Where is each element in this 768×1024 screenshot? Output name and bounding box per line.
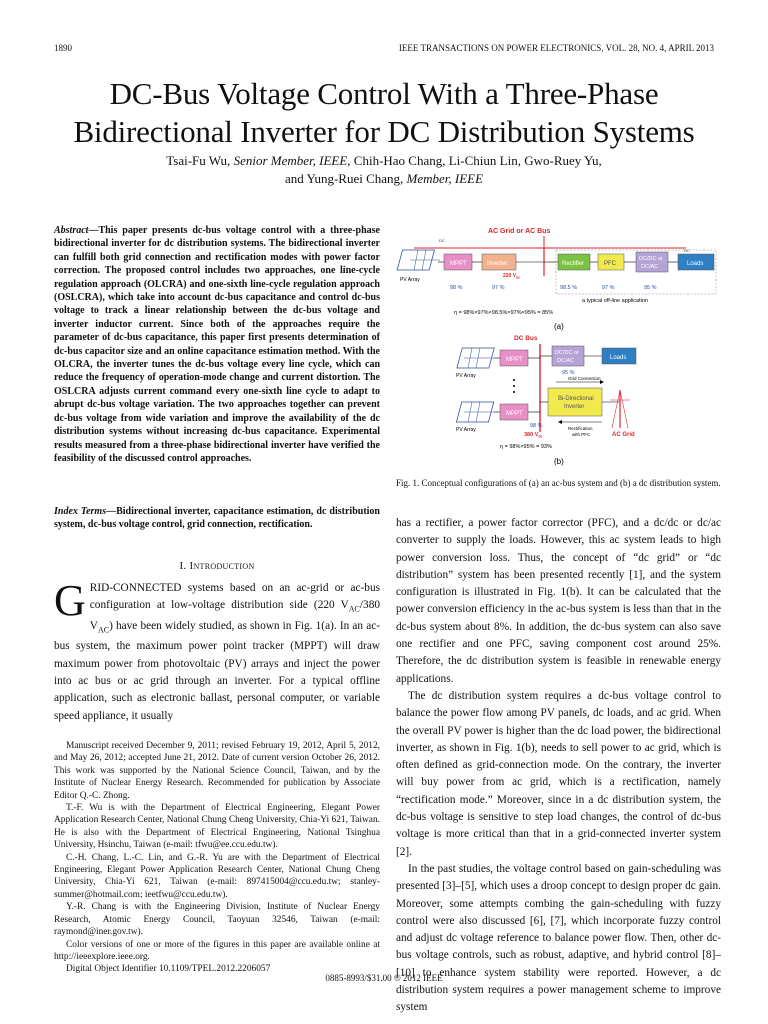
title-line-2: Bidirectional Inverter for DC Distribution Systems: [73, 114, 695, 149]
author-last-role: Member, IEEE: [406, 171, 484, 186]
paragraph-1: has a rectifier, a power factor corrector (PFC), and a dc/dc or dc/ac converter to supply the loads. However, this ac system leads to high power conversion loss. Thus, the concept of “dc grid” or “dc distribution” system has been presented recently [1], and the system configuration is illustrated in Fig. 1(b). It can be calculated that the power conversion efficiency in the ac-bus system is less than that in the dc-bus system about 8%. In addition, the dc-bus system can also save one rectifier and one PFC, saving component cost around 25%. Therefore, the dc distribution system is feasible in renewable energy applications.: [396, 517, 721, 685]
paragraph-2: The dc distribution system requires a dc-bus voltage control to balance the power flow among PV panels, dc loads, and ac grid. When the overall PV power is higher than the dc load power, the bidirectional inverter, as shown in Fig. 1(b), needs to sell power to ac grid, which is often defined as grid-connection mode. On the contrary, the inverter will buy power from ac grid, which is a rectification, namely “rectification mode.” Moreover, since in a dc distribution system, the dc-bus voltage is sensitive to step load changes, the control of dc-bus voltage is more critical than that in a grid-connected inverter system [2].: [396, 689, 721, 858]
eff-inv-a: 97 %: [492, 285, 505, 291]
title-line-1: DC-Bus Voltage Control With a Three-Phase: [109, 76, 659, 111]
footnote-author-3: Y.-R. Chang is with the Engineering Division, Institute of Nuclear Energy Research, Atomic Energy Council, Taoyuan 32546, Taiwan (e-mail: raymond@iner.gov.tw).: [54, 902, 380, 938]
voltage-380-label: 380 $V_{dc}$: [524, 432, 543, 439]
dcac-label-b: DC/AC: [557, 358, 575, 364]
eta-b: η = 98%×95% = 93%: [500, 444, 552, 450]
pv-array-b2: [456, 402, 494, 422]
footnote-author-1: T.-F. Wu is with the Department of Electrical Engineering, Elegant Power Application Research Center, National Chung Cheng University, Chia-Yi 621, Taiwan. He is also with the Department of Electrical Engineering, National Tsinghua University, Hsinchu, Taiwan (e-mail: tfwu@ee.ccu.edu.tw).: [54, 803, 380, 851]
author-1-role: Senior Member, IEEE: [233, 153, 348, 168]
pv-array-label-b1: PV Array: [456, 373, 476, 379]
intro-lead-caps: RID-CONNECTED: [89, 582, 182, 594]
footnote-manuscript: Manuscript received December 9, 2011; revised February 19, 2012, April 5, 2012, and May 26, 2012; accepted June 21, 2012. Date of current version October 26, 2012. This work was supported by the National Science Council, Taiwan, and by the Institute of Nuclear Energy Research. Recommended for publication by Associate Editor Q.-C. Zhong.: [54, 741, 380, 801]
ac-grid-label: AC Grid or AC Bus: [488, 228, 551, 235]
copyright-footer: 0885-8993/$31.00 © 2012 IEEE: [325, 973, 443, 983]
pv-array-label-b2: PV Array: [456, 427, 476, 433]
intro-sub-1: AC: [348, 604, 360, 614]
bidir-label-1: Bi-Directional: [558, 396, 594, 402]
index-terms-body: —Bidirectional inverter, capacitance estimation, dc distribution system, dc-bus voltage control, grid connection, rectification.: [54, 506, 380, 531]
intro-text-c: ) have been widely studied, as shown in Fig. 1(a). In an ac-bus system, the maximum power point tracker (MPPT) will draw maximum power from photovoltaic (PV) arrays and inject the power into ac bus or ac grid through an inverter. For a typical offline application, such as electronic ballast, personal computer, or variable speed appliance, it usually: [54, 619, 380, 722]
index-terms-lead: Index Terms: [54, 506, 107, 517]
section-heading: [54, 560, 380, 572]
eff-mppt-a: 98 %: [450, 285, 463, 291]
rectifier-label-a: Rectifier: [562, 261, 585, 267]
pv-array-a: [397, 250, 440, 270]
dcdc-label-b: DC/DC or: [555, 350, 579, 356]
bidir-label-2: Inverter: [564, 404, 585, 410]
footnote-doi: Digital Object Identifier 10.1109/TPEL.2012.2206057: [66, 964, 271, 975]
eff-rect-a: 98.5 %: [560, 285, 578, 291]
mppt-label-b2: MPPT: [506, 411, 523, 417]
abstract-lead: Abstract: [54, 225, 89, 236]
authors-rest: , Chih-Hao Chang, Li-Chiun Lin, Gwo-Ruey Yu,: [347, 153, 602, 168]
section-title: Introduction: [189, 560, 255, 572]
eff-pfc-a: 97 %: [602, 285, 615, 291]
eta-a: η = 98%×97%×98.5%×97%×95% = 85%: [454, 310, 554, 316]
dcdc-label-a: DC/DC or: [639, 256, 663, 262]
dc-label-a2: DC: [684, 248, 690, 253]
pv-array-b1: [457, 348, 494, 368]
rectification-label-1: Rectification: [568, 426, 593, 431]
pfc-label-a: PFC: [604, 261, 616, 267]
mppt-label-a: MPPT: [450, 261, 467, 267]
offline-note: a typical off-line application: [582, 298, 648, 304]
dc-label-a1: DC: [439, 238, 445, 243]
footnote-authors-2: C.-H. Chang, L.-C. Lin, and G.-R. Yu are with the Department of Electrical Engineering, Elegant Power Application Research Center, National Chung Cheng University, Chia-Yi 621, Taiwan (e-mail: 897415004@ccu.edu.tw; stanley-summer@hotmail.com; ieetfwu@ccu.edu.tw).: [54, 852, 380, 900]
author-last: and Yung-Ruei Chang,: [284, 171, 407, 186]
running-header: IEEE TRANSACTIONS ON POWER ELECTRONICS, VOL. 28, NO. 4, APRIL 2013: [398, 43, 714, 53]
page-number: 1890: [54, 43, 72, 53]
intro-text-a: systems based on an ac-grid or ac-bus configuration at low-voltage distribution side (220 V: [89, 582, 380, 612]
subfigure-b-label: (b): [554, 457, 564, 466]
figure-caption: Fig. 1. Conceptual configurations of (a) an ac-bus system and (b) a dc distribution system.: [396, 478, 721, 488]
figure-1: [396, 222, 726, 472]
section-number: I.: [179, 560, 190, 572]
eff-dcdc-a: 95 %: [644, 285, 657, 291]
intro-paragraph: [54, 576, 380, 725]
paper-title: [40, 75, 728, 151]
intro-text-b: /380 V: [89, 599, 380, 632]
bidirectional-inverter-block: [548, 388, 602, 416]
pv-array-label-a: PV Array: [400, 277, 420, 283]
rectification-label-2: with PFC: [572, 432, 591, 437]
abstract: [54, 224, 380, 465]
loads-label-a: Loads: [687, 261, 704, 267]
author-1: Tsai-Fu Wu,: [166, 153, 234, 168]
ac-grid-tower: [610, 390, 630, 428]
ac-grid-label-b: AC Grid: [612, 432, 635, 438]
right-column-text: [396, 515, 721, 1017]
author-list: [40, 152, 728, 188]
drop-cap: G: [54, 576, 86, 625]
abstract-body: —This paper presents dc-bus voltage control with a three-phase bidirectional inverter for dc distribution systems. The bidirectional inverter can fulfill both grid connection and rectification modes with power factor correction. The proposed control includes two approaches, one line-cycle regulation approach (OLCRA) and one-sixth line-cycle regulation approach (OSLCRA), which take into account dc-bus capacitance and control dc-bus voltage to track a linear relationship between the dc-bus voltage and inverter inductor current. Since both of the approaches require the parameter of dc-bus capacitance, this paper first presents determination of dc-bus capacitor size and an online capacitance estimation method. With the OLCRA, the inverter tunes the dc-bus voltage every line cycle, which can reduce the frequency of operation-mode change and current distortion. The OSLCRA adjusts current command every one-sixth line cycle to adapt to abrupt dc-bus voltage variation. The two approaches together can prevent dc-bus voltage from wide variation and improve the availability of the dc distribution systems without increasing dc-bus capacitance. Experimental results measured from a three-phase bidirectional inverter have verified the feasibility of the discussed control approaches.: [54, 225, 380, 464]
paragraph-3: In the past studies, the voltage control based on gain-scheduling was presented [3]–[5], which uses a droop concept to design proper dc gain. Moreover, some attempts combing the gain-scheduling with fuzzy control were also discussed [6], [7], which incorporate fuzzy control and adjust dc voltage reference to balance power flow. Then, other dc-bus voltage controls, such as robust, adaptive, and hybrid control [8]–[10] to enhance system stability were reported. However, a dc distribution system requires a power management scheme to improve system: [396, 862, 721, 1014]
eff-dcdc-b: 95 %: [562, 370, 575, 376]
index-terms: [54, 505, 380, 532]
inverter-label-a: Inverter: [487, 261, 508, 267]
voltage-220-label: 220 $V_{ac}$: [503, 273, 520, 280]
eff-mppt-b: 98 %: [530, 423, 543, 429]
grid-connection-label: Grid Connection: [568, 376, 601, 381]
dc-bus-label: DC Bus: [514, 335, 538, 342]
intro-sub-2: AC: [97, 625, 110, 635]
mppt-label-b1: MPPT: [506, 357, 523, 363]
subfigure-a-label: (a): [554, 322, 564, 331]
dcac-label-a: DC/AC: [641, 264, 659, 270]
loads-label-b: Loads: [610, 355, 627, 361]
footnote-color: Color versions of one or more of the figures in this paper are available online at http://ieeexplore.ieee.org.: [54, 939, 380, 962]
footnotes: [54, 740, 380, 976]
